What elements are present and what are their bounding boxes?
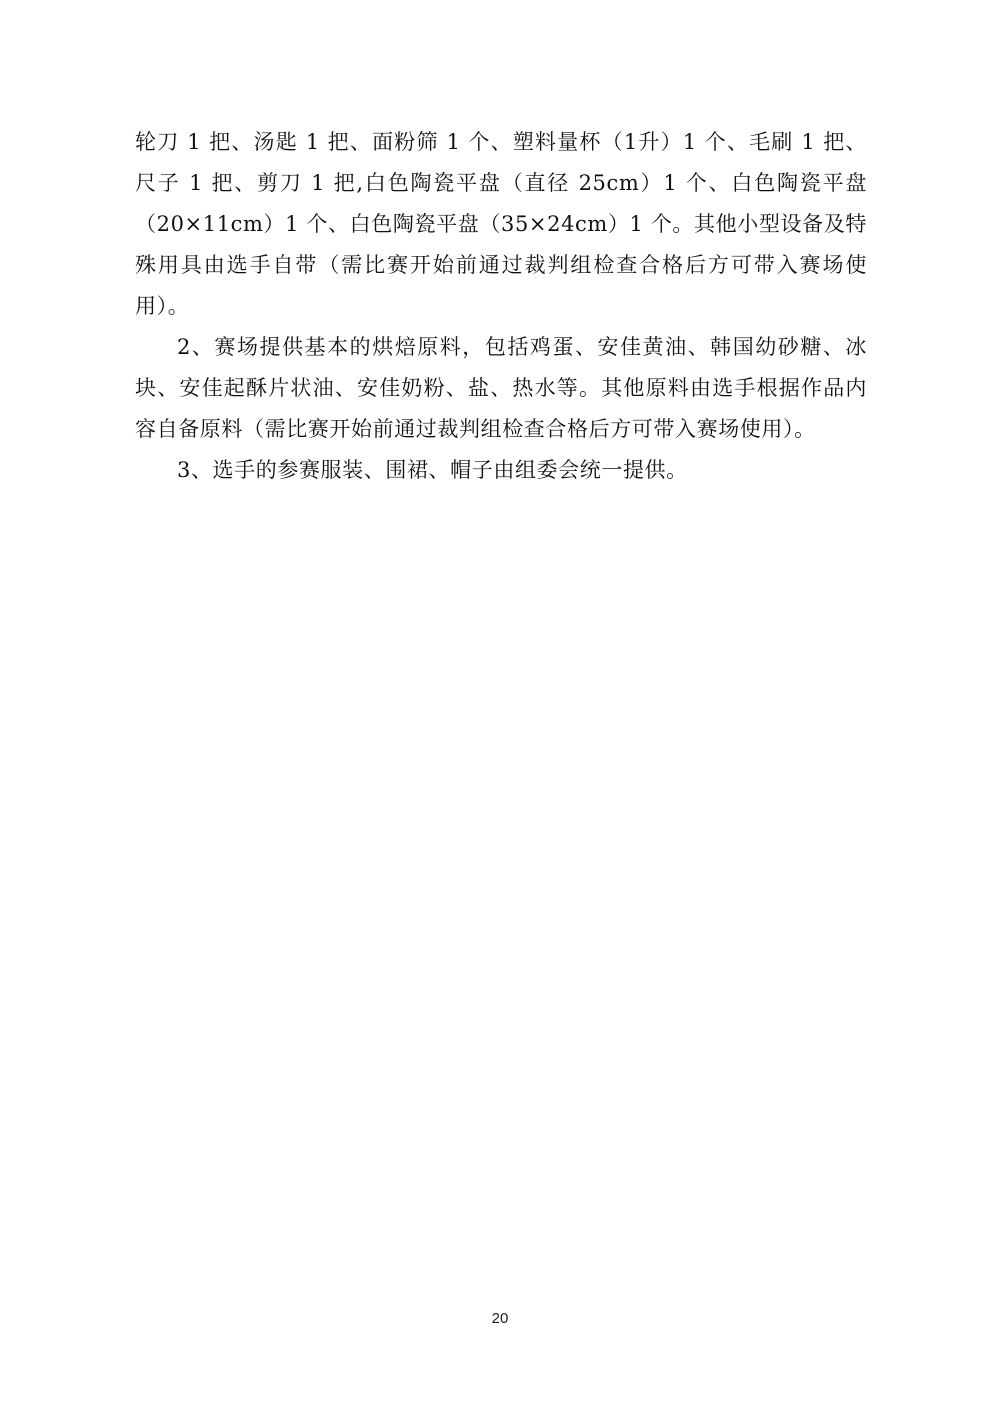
page-number: 20 xyxy=(491,1310,509,1327)
paragraph-item-3-uniforms: 3、选手的参赛服装、围裙、帽子由组委会统一提供。 xyxy=(177,458,688,482)
body-text xyxy=(135,122,867,491)
paragraph-equipment-continued: 轮刀 1 把、汤匙 1 把、面粉筛 1 个、塑料量杯（1升）1 个、毛刷 1 把、尺子 1 把、剪刀 1 把,白色陶瓷平盘（直径 25cm）1 个、白色陶瓷平盘（20×11cm）1 个、白色陶瓷平盘（35×24cm）1 个。其他小型设备及特殊用具由选手自带（需比赛开始前通过裁判组检查合格后方可带入赛场使用）。 xyxy=(135,130,867,318)
paragraph-item-2-ingredients: 2、赛场提供基本的烘焙原料，包括鸡蛋、安佳黄油、韩国幼砂糖、冰块、安佳起酥片状油、安佳奶粉、盐、热水等。其他原料由选手根据作品内容自备原料（需比赛开始前通过裁判组检查合格后方可带入赛场使用）。 xyxy=(135,335,867,441)
